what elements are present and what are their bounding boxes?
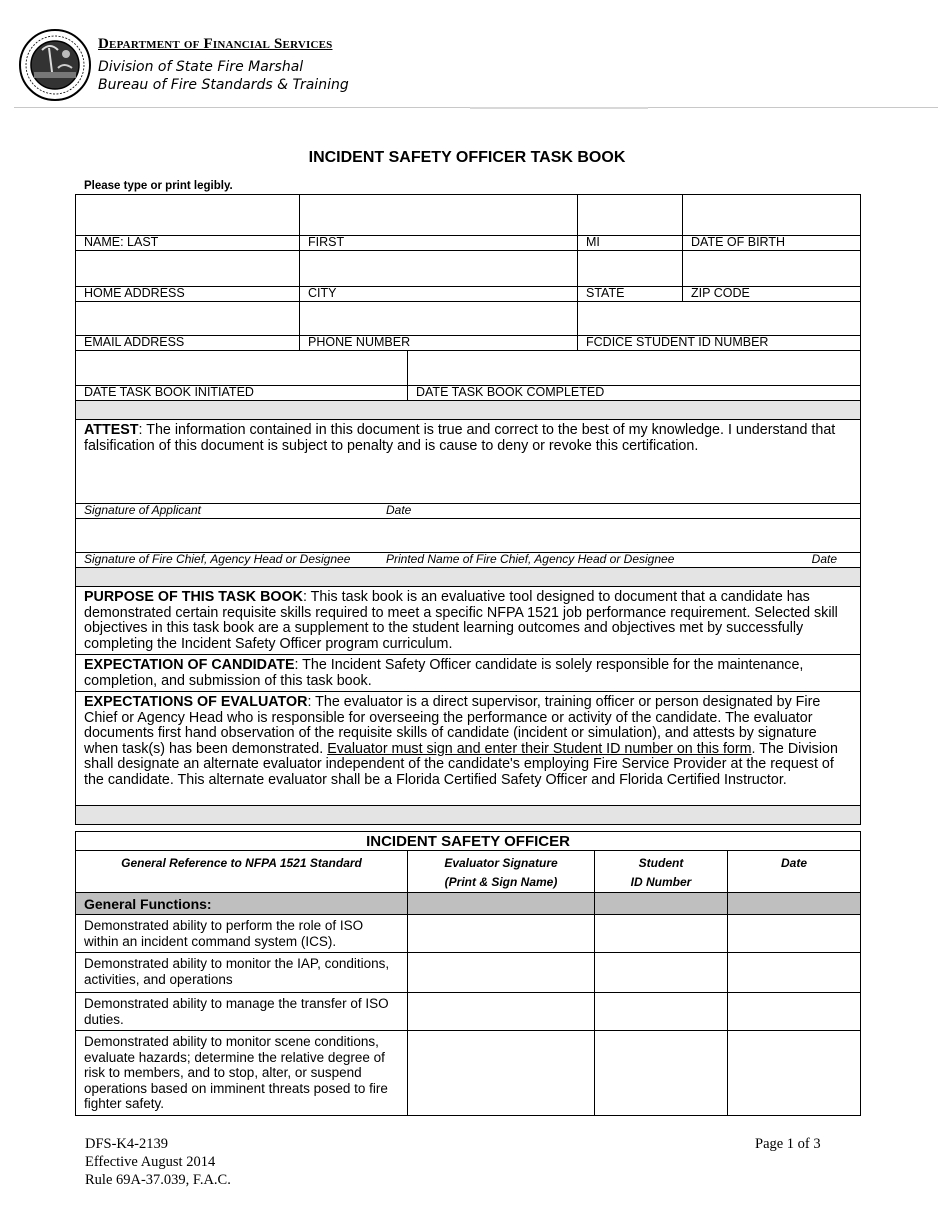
chief-signature-label: Signature of Fire Chief, Agency Head or Designee <box>84 552 351 566</box>
section-title: INCIDENT SAFETY OFFICER <box>76 832 861 851</box>
candidate-expectation <box>76 655 861 692</box>
date-initiated-label: DATE TASK BOOK INITIATED <box>76 385 407 400</box>
footer-form-info <box>85 1135 231 1189</box>
date-completed-field[interactable] <box>408 351 861 401</box>
group-header-fill <box>408 893 595 915</box>
middle-initial-field[interactable] <box>578 195 683 251</box>
date-cell[interactable] <box>728 993 861 1031</box>
date-of-birth-label: DATE OF BIRTH <box>683 235 860 250</box>
page-title: INCIDENT SAFETY OFFICER TASK BOOK <box>308 149 626 166</box>
phone-number-label: PHONE NUMBER <box>300 335 577 350</box>
applicant-info-table <box>75 194 861 825</box>
candidate-label: EXPECTATION OF CANDIDATE <box>84 657 295 673</box>
evaluator-expectation <box>76 692 861 806</box>
evaluator-header-line2: (Print & Sign Name) <box>444 875 558 889</box>
last-name-label: NAME: LAST <box>76 235 299 250</box>
email-address-label: EMAIL ADDRESS <box>76 335 299 350</box>
rule-reference: Rule 69A-37.039, F.A.C. <box>85 1172 231 1188</box>
student-id-cell[interactable] <box>595 1031 728 1116</box>
zip-code-field[interactable] <box>683 251 861 302</box>
evaluator-header-line1: Evaluator Signature <box>444 856 558 870</box>
form-number: DFS-K4-2139 <box>85 1136 168 1152</box>
evaluator-signature-cell[interactable] <box>408 993 595 1031</box>
date-initiated-field[interactable] <box>76 351 408 401</box>
header-divider-accent <box>470 107 648 109</box>
attest-text: : The information contained in this document is true and correct to the best of my knowledge. I understand that falsification of this document is subject to penalty and is cause to deny or revoke this certification. <box>84 422 836 454</box>
applicant-signature-field[interactable] <box>76 504 861 519</box>
applicant-signature-label: Signature of Applicant <box>84 503 201 517</box>
evaluator-signature-cell[interactable] <box>408 915 595 953</box>
date-of-birth-field[interactable] <box>683 195 861 251</box>
evaluator-text-continued: . The Division shall designate an alternate evaluator independent of the candidate's employing Fire Service Provider at the request of the candidate. This alternate evaluator shall be a Florida Certified Safety Officer and Florida Certified Instructor. <box>84 740 838 788</box>
phone-number-field[interactable] <box>300 302 578 351</box>
evaluator-signature-cell[interactable] <box>408 953 595 993</box>
student-header-line1: Student <box>638 856 684 870</box>
bureau-name: Bureau of Fire Standards & Training <box>98 77 349 93</box>
home-address-field[interactable] <box>76 251 300 302</box>
purpose-statement <box>76 587 861 655</box>
evaluator-requirement: Evaluator must sign and enter their Student ID number on this form <box>327 740 752 757</box>
spacer-row <box>76 401 861 420</box>
home-address-label: HOME ADDRESS <box>76 286 299 301</box>
attest-label: ATTEST <box>84 422 139 438</box>
student-header-line2: ID Number <box>630 875 692 889</box>
group-header-fill <box>728 893 861 915</box>
column-header-date: Date <box>728 851 861 893</box>
zip-code-label: ZIP CODE <box>683 286 860 301</box>
attest-statement <box>76 420 861 504</box>
group-header-fill <box>595 893 728 915</box>
purpose-text: : This task book is an evaluative tool designed to document that a candidate has demonstrated certain requisite skills required to meet a specific NFPA 1521 job performance requirement. Selected skill objectives in this task book are a supplement to the student learning outcomes and objectives met by successfully completing the Incident Safety Officer program curriculum. <box>84 589 838 652</box>
chief-printed-name-label: Printed Name of Fire Chief, Agency Head or Designee <box>386 552 675 566</box>
student-id-cell[interactable] <box>595 915 728 953</box>
state-field[interactable] <box>578 251 683 302</box>
evaluator-text: : The evaluator is a direct supervisor, training officer or person designated by Fire Chief or Agency Head who is responsible for overseeing the performance or activity of the candidate. The evaluator documents first hand observation of the requisite skills of candidate (incident or simulation), and attests by signature when task(s) has been demonstrated. <box>84 694 821 757</box>
student-id-cell[interactable] <box>595 993 728 1031</box>
florida-seal-logo <box>18 28 92 102</box>
date-cell[interactable] <box>728 953 861 993</box>
division-name: Division of State Fire Marshal <box>98 59 304 75</box>
student-id-field[interactable] <box>578 302 861 351</box>
first-name-label: FIRST <box>300 235 577 250</box>
task-description: Demonstrated ability to perform the role of ISO within an incident command system (ICS). <box>76 915 408 953</box>
column-header-reference: General Reference to NFPA 1521 Standard <box>76 851 408 893</box>
evaluator-signature-cell[interactable] <box>408 1031 595 1116</box>
task-description: Demonstrated ability to manage the transfer of ISO duties. <box>76 993 408 1031</box>
city-label: CITY <box>300 286 577 301</box>
date-cell[interactable] <box>728 915 861 953</box>
first-name-field[interactable] <box>300 195 578 251</box>
purpose-label: PURPOSE OF THIS TASK BOOK <box>84 589 303 605</box>
chief-signature-field[interactable] <box>76 519 861 568</box>
last-name-field[interactable] <box>76 195 300 251</box>
task-table <box>75 831 861 1116</box>
middle-initial-label: MI <box>578 235 682 250</box>
date-cell[interactable] <box>728 1031 861 1116</box>
task-description: Demonstrated ability to monitor scene conditions, evaluate hazards; determine the relative degree of risk to members, and to stop, alter, or suspend operations based on imminent threats posed to fire fighter safety. <box>76 1031 408 1116</box>
candidate-text: : The Incident Safety Officer candidate is solely responsible for the maintenance, completion, and submission of this task book. <box>84 657 804 689</box>
student-id-label: FCDICE STUDENT ID NUMBER <box>578 335 860 350</box>
department-name: Department of Financial Services <box>98 36 333 52</box>
column-header-evaluator <box>408 851 595 893</box>
column-header-student-id <box>595 851 728 893</box>
instruction-text: Please type or print legibly. <box>84 180 233 192</box>
task-description: Demonstrated ability to monitor the IAP, conditions, activities, and operations <box>76 953 408 993</box>
applicant-date-label: Date <box>386 503 412 517</box>
city-field[interactable] <box>300 251 578 302</box>
page-number: Page 1 of 3 <box>755 1136 821 1152</box>
spacer-row <box>76 806 861 825</box>
chief-date-label: Date <box>811 552 838 566</box>
spacer-row <box>76 568 861 587</box>
student-id-cell[interactable] <box>595 953 728 993</box>
date-completed-label: DATE TASK BOOK COMPLETED <box>408 385 860 400</box>
effective-date: Effective August 2014 <box>85 1154 216 1170</box>
email-address-field[interactable] <box>76 302 300 351</box>
state-label: STATE <box>578 286 682 301</box>
evaluator-label: EXPECTATIONS OF EVALUATOR <box>84 694 308 710</box>
group-header: General Functions: <box>76 893 408 915</box>
